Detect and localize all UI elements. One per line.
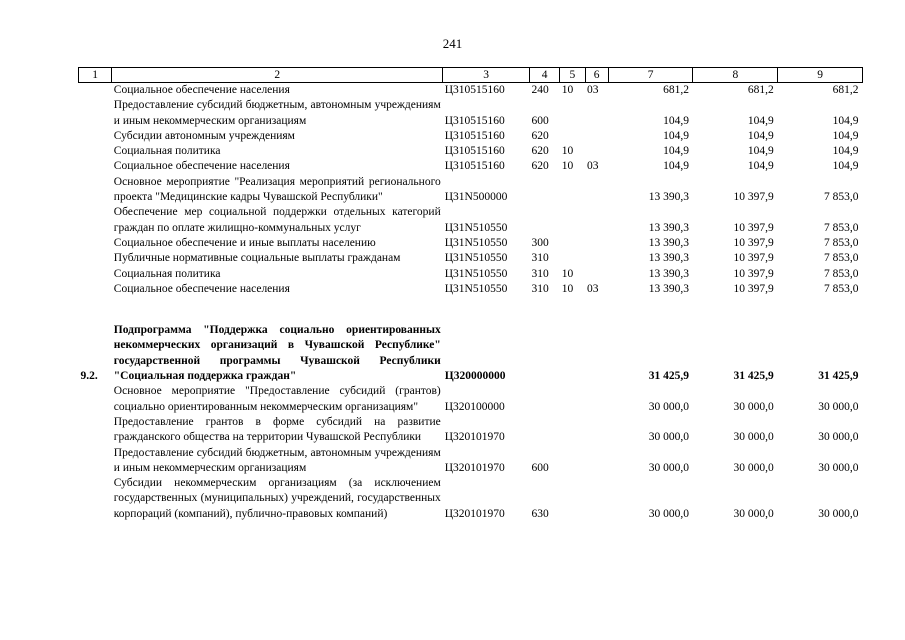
column-header: 6 bbox=[585, 68, 608, 83]
expense-type-cell bbox=[530, 205, 560, 236]
row-number-cell bbox=[79, 251, 112, 266]
table-row bbox=[79, 384, 863, 415]
amount-col9-cell: 104,9 bbox=[832, 160, 859, 173]
amount-col9-cell: 30 000,0 bbox=[818, 507, 859, 520]
table-row bbox=[79, 415, 863, 446]
row-name-cell: Социальная политика bbox=[113, 145, 221, 158]
table-row bbox=[79, 323, 863, 384]
column-header: 8 bbox=[693, 68, 778, 83]
amount-col9-cell: 7 853,0 bbox=[824, 267, 859, 280]
expense-type-cell bbox=[530, 415, 560, 446]
subsection-cell bbox=[585, 384, 608, 415]
section-cell bbox=[560, 384, 585, 415]
classification-code-cell: Ц31N500000 bbox=[444, 191, 508, 204]
classification-code-cell: Ц310515160 bbox=[444, 84, 505, 96]
spacer-row bbox=[79, 297, 863, 323]
classification-code-cell: Ц31N510550 bbox=[444, 252, 508, 265]
amount-col8-cell: 104,9 bbox=[747, 160, 774, 173]
amount-col8-cell: 31 425,9 bbox=[733, 370, 774, 383]
amount-col7-cell: 104,9 bbox=[663, 160, 689, 173]
amount-col8-cell: 30 000,0 bbox=[733, 400, 774, 413]
expense-type-cell: 310 bbox=[531, 282, 549, 295]
amount-col8-cell: 104,9 bbox=[747, 114, 774, 127]
amount-col7-cell: 13 390,3 bbox=[648, 191, 689, 204]
classification-code-cell: Ц320101970 bbox=[444, 431, 505, 444]
row-number-cell bbox=[79, 205, 112, 236]
amount-col8-cell: 10 397,9 bbox=[733, 221, 774, 234]
page-number: 241 bbox=[442, 36, 463, 51]
expense-type-cell: 620 bbox=[531, 145, 549, 158]
amount-col8-cell: 104,9 bbox=[747, 145, 774, 158]
classification-code-cell: Ц31N510550 bbox=[444, 282, 508, 295]
row-name-cell: Социальное обеспечение населения bbox=[113, 84, 290, 96]
subsection-cell bbox=[585, 129, 608, 144]
amount-col8-cell: 104,9 bbox=[747, 129, 774, 142]
column-header: 9 bbox=[778, 68, 863, 83]
expense-type-cell: 620 bbox=[531, 129, 549, 142]
amount-col7-cell: 30 000,0 bbox=[648, 400, 689, 413]
expense-type-cell: 620 bbox=[531, 160, 549, 173]
row-number-cell bbox=[79, 83, 112, 99]
amount-col9-cell: 104,9 bbox=[832, 129, 859, 142]
subsection-cell bbox=[585, 175, 608, 206]
column-header: 7 bbox=[608, 68, 693, 83]
amount-col7-cell: 13 390,3 bbox=[648, 221, 689, 234]
amount-col7-cell: 30 000,0 bbox=[648, 431, 689, 444]
expense-type-cell bbox=[530, 323, 560, 384]
column-header: 1 bbox=[79, 68, 112, 83]
subsection-cell bbox=[585, 323, 608, 384]
amount-col9-cell: 31 425,9 bbox=[818, 370, 859, 383]
section-cell: 10 bbox=[561, 160, 574, 173]
amount-col7-cell: 13 390,3 bbox=[648, 252, 689, 265]
row-number-cell bbox=[79, 446, 112, 477]
section-cell bbox=[560, 415, 585, 446]
subsection-cell bbox=[585, 236, 608, 251]
row-name-cell: Предоставление субсидий бюджетным, автономным учреждениям и иным некоммерческим организациям bbox=[113, 99, 441, 127]
amount-col8-cell: 681,2 bbox=[747, 84, 774, 96]
amount-col9-cell: 104,9 bbox=[832, 114, 859, 127]
expense-type-cell: 310 bbox=[531, 267, 549, 280]
row-number-cell bbox=[79, 267, 112, 282]
subsection-cell bbox=[585, 251, 608, 266]
row-number-cell bbox=[79, 415, 112, 446]
classification-code-cell: Ц310515160 bbox=[444, 145, 505, 158]
subsection-cell: 03 bbox=[587, 160, 599, 173]
section-cell bbox=[560, 446, 585, 477]
amount-col7-cell: 13 390,3 bbox=[648, 236, 689, 249]
amount-col8-cell: 10 397,9 bbox=[733, 252, 774, 265]
amount-col9-cell: 30 000,0 bbox=[818, 461, 859, 474]
row-name-cell: Обеспечение мер социальной поддержки отдельных категорий граждан по оплате жилищно-коммунальных услуг bbox=[113, 206, 441, 234]
amount-col8-cell: 30 000,0 bbox=[733, 507, 774, 520]
amount-col9-cell: 7 853,0 bbox=[824, 191, 859, 204]
amount-col9-cell: 7 853,0 bbox=[824, 236, 859, 249]
amount-col7-cell: 30 000,0 bbox=[648, 507, 689, 520]
amount-col7-cell: 104,9 bbox=[663, 145, 689, 158]
row-number-cell bbox=[79, 282, 112, 297]
section-cell bbox=[560, 98, 585, 129]
classification-code-cell: Ц310515160 bbox=[444, 160, 505, 173]
row-name-cell: Субсидии некоммерческим организациям (за исключением государственных (муниципальных) учреждений, государственных корпораций (компаний), публично-правовых компаний) bbox=[113, 477, 441, 520]
row-name-cell: Социальное обеспечение и иные выплаты населению bbox=[113, 236, 376, 249]
row-name-cell: Предоставление грантов в форме субсидий на развитие гражданского общества на территории Чувашской Республики bbox=[113, 415, 441, 444]
section-cell: 10 bbox=[561, 84, 574, 96]
classification-code-cell: Ц310515160 bbox=[444, 129, 505, 142]
row-name-cell: Основное мероприятие "Реализация мероприятий регионального проекта "Медицинские кадры Чувашской Республики" bbox=[113, 175, 441, 204]
amount-col9-cell: 30 000,0 bbox=[818, 431, 859, 444]
row-number-cell bbox=[79, 98, 112, 129]
expense-type-cell bbox=[530, 175, 560, 206]
row-name-cell: Предоставление субсидий бюджетным, автономным учреждениям и иным некоммерческим организациям bbox=[113, 446, 441, 474]
amount-col7-cell: 104,9 bbox=[663, 129, 689, 142]
table-row bbox=[79, 129, 863, 144]
amount-col8-cell: 10 397,9 bbox=[733, 236, 774, 249]
table-row bbox=[79, 476, 863, 522]
row-number-cell bbox=[79, 159, 112, 174]
row-name-cell: Основное мероприятие "Предоставление субсидий (грантов) социально ориентированным некоммерческим организациям" bbox=[113, 385, 441, 413]
subsection-cell bbox=[585, 98, 608, 129]
row-number-cell bbox=[79, 384, 112, 415]
table-row bbox=[79, 282, 863, 297]
section-cell bbox=[560, 205, 585, 236]
section-cell bbox=[560, 476, 585, 522]
amount-col9-cell: 104,9 bbox=[832, 145, 859, 158]
section-cell bbox=[560, 175, 585, 206]
spacer-cell bbox=[79, 297, 863, 323]
subsection-cell bbox=[585, 267, 608, 282]
row-name-cell: Социальная политика bbox=[113, 267, 221, 280]
amount-col9-cell: 7 853,0 bbox=[824, 221, 859, 234]
amount-col7-cell: 13 390,3 bbox=[648, 267, 689, 280]
expense-type-cell: 600 bbox=[531, 461, 549, 474]
amount-col7-cell: 31 425,9 bbox=[648, 370, 689, 383]
budget-table bbox=[78, 67, 863, 522]
row-name-cell: Социальное обеспечение населения bbox=[113, 282, 290, 295]
section-cell bbox=[560, 129, 585, 144]
section-cell: 10 bbox=[561, 267, 574, 280]
subsection-cell bbox=[585, 476, 608, 522]
subsection-cell: 03 bbox=[587, 84, 599, 96]
row-number-cell bbox=[79, 476, 112, 522]
subsection-cell bbox=[585, 205, 608, 236]
row-number-cell bbox=[79, 129, 112, 144]
amount-col8-cell: 30 000,0 bbox=[733, 461, 774, 474]
expense-type-cell: 310 bbox=[531, 252, 549, 265]
table-row bbox=[79, 175, 863, 206]
classification-code-cell: Ц320100000 bbox=[444, 400, 505, 413]
amount-col7-cell: 13 390,3 bbox=[648, 282, 689, 295]
subsection-cell bbox=[585, 446, 608, 477]
amount-col7-cell: 104,9 bbox=[663, 114, 689, 127]
amount-col9-cell: 30 000,0 bbox=[818, 400, 859, 413]
expense-type-cell: 300 bbox=[531, 236, 549, 249]
subsection-cell bbox=[585, 144, 608, 159]
column-header-row bbox=[79, 68, 863, 83]
classification-code-cell: Ц320000000 bbox=[444, 370, 506, 383]
table-row bbox=[79, 98, 863, 129]
row-name-cell: Подпрограмма "Поддержка социально ориентированных некоммерческих организаций в Чувашской Республике" государственной программы Чувашской Республики "Социальная поддержка граждан" bbox=[113, 324, 441, 383]
amount-col7-cell: 30 000,0 bbox=[648, 461, 689, 474]
section-cell: 10 bbox=[561, 282, 574, 295]
classification-code-cell: Ц320101970 bbox=[444, 461, 505, 474]
section-cell bbox=[560, 236, 585, 251]
classification-code-cell: Ц320101970 bbox=[444, 507, 505, 520]
table-row bbox=[79, 205, 863, 236]
classification-code-cell: Ц31N510550 bbox=[444, 221, 508, 234]
expense-type-cell: 630 bbox=[531, 507, 549, 520]
amount-col9-cell: 7 853,0 bbox=[824, 282, 859, 295]
row-number-cell bbox=[79, 175, 112, 206]
row-name-cell: Субсидии автономным учреждениям bbox=[113, 129, 295, 142]
row-number-cell: 9.2. bbox=[80, 370, 98, 383]
table-row bbox=[79, 446, 863, 477]
row-number-cell bbox=[79, 236, 112, 251]
column-header: 2 bbox=[112, 68, 443, 83]
amount-col7-cell: 681,2 bbox=[663, 84, 689, 96]
table-row bbox=[79, 236, 863, 251]
amount-col8-cell: 10 397,9 bbox=[733, 191, 774, 204]
amount-col9-cell: 681,2 bbox=[832, 84, 859, 96]
amount-col8-cell: 10 397,9 bbox=[733, 282, 774, 295]
classification-code-cell: Ц310515160 bbox=[444, 114, 505, 127]
expense-type-cell: 600 bbox=[531, 114, 549, 127]
table-row bbox=[79, 159, 863, 174]
column-header: 3 bbox=[443, 68, 530, 83]
column-header: 4 bbox=[530, 68, 560, 83]
section-cell bbox=[560, 323, 585, 384]
section-cell bbox=[560, 251, 585, 266]
expense-type-cell bbox=[530, 384, 560, 415]
classification-code-cell: Ц31N510550 bbox=[444, 236, 508, 249]
table-row bbox=[79, 267, 863, 282]
amount-col8-cell: 30 000,0 bbox=[733, 431, 774, 444]
subsection-cell: 03 bbox=[587, 282, 599, 295]
row-name-cell: Публичные нормативные социальные выплаты гражданам bbox=[113, 252, 401, 265]
table-row bbox=[79, 251, 863, 266]
table-row bbox=[79, 144, 863, 159]
row-number-cell bbox=[79, 144, 112, 159]
subsection-cell bbox=[585, 415, 608, 446]
expense-type-cell: 240 bbox=[531, 84, 549, 96]
table-row bbox=[79, 83, 863, 99]
classification-code-cell: Ц31N510550 bbox=[444, 267, 508, 280]
column-header: 5 bbox=[560, 68, 585, 83]
row-name-cell: Социальное обеспечение населения bbox=[113, 160, 290, 173]
amount-col9-cell: 7 853,0 bbox=[824, 252, 859, 265]
section-cell: 10 bbox=[561, 145, 574, 158]
amount-col8-cell: 10 397,9 bbox=[733, 267, 774, 280]
